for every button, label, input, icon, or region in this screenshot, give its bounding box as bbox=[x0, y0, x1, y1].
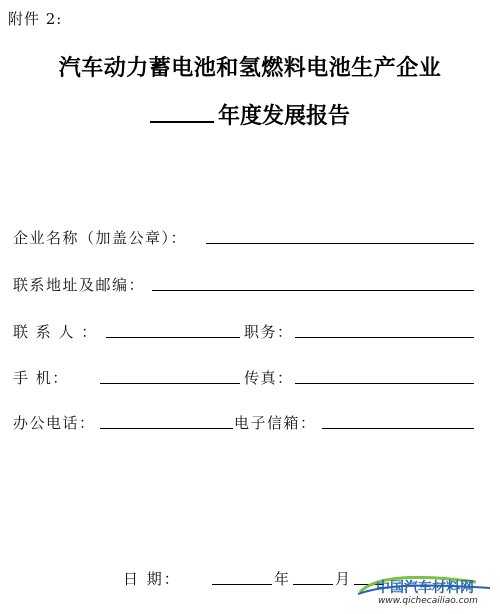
mobile-label: 手 机： bbox=[13, 369, 69, 387]
svg-text:中国汽车材料网: 中国汽车材料网 bbox=[376, 580, 474, 596]
email-label: 电子信箱： bbox=[234, 414, 317, 432]
address-field[interactable] bbox=[152, 290, 474, 291]
email-field[interactable] bbox=[322, 428, 474, 429]
fax-label: 传真： bbox=[244, 369, 294, 387]
year-blank bbox=[150, 103, 214, 123]
position-label: 职务： bbox=[244, 323, 294, 341]
fax-field[interactable] bbox=[295, 383, 474, 384]
date-month-field[interactable] bbox=[293, 584, 333, 585]
report-title-suffix: 年度发展报告 bbox=[217, 104, 350, 129]
office-phone-label: 办公电话： bbox=[13, 414, 96, 432]
position-field[interactable] bbox=[295, 337, 474, 338]
report-title-line1: 汽车动力蓄电池和氢燃料电池生产企业 bbox=[58, 56, 442, 81]
contact-person-label: 联 系 人 ： bbox=[13, 323, 98, 341]
report-title-line2 bbox=[0, 99, 500, 130]
month-unit: 月 bbox=[335, 570, 353, 588]
mobile-field[interactable] bbox=[100, 383, 240, 384]
company-name-label: 企业名称（加盖公章）： bbox=[13, 229, 188, 247]
watermark-url: www.qichecailiao.com bbox=[378, 596, 478, 606]
watermark bbox=[356, 574, 496, 610]
office-phone-field[interactable] bbox=[100, 428, 233, 429]
date-year-field[interactable] bbox=[212, 584, 272, 585]
date-label: 日 期： bbox=[123, 570, 181, 588]
attachment-label: 附件 2: bbox=[8, 10, 63, 28]
watermark-logo-icon bbox=[356, 574, 492, 596]
year-unit: 年 bbox=[274, 570, 292, 588]
company-name-field[interactable] bbox=[206, 243, 474, 244]
contact-person-field[interactable] bbox=[106, 337, 240, 338]
address-label: 联系地址及邮编： bbox=[13, 276, 146, 294]
